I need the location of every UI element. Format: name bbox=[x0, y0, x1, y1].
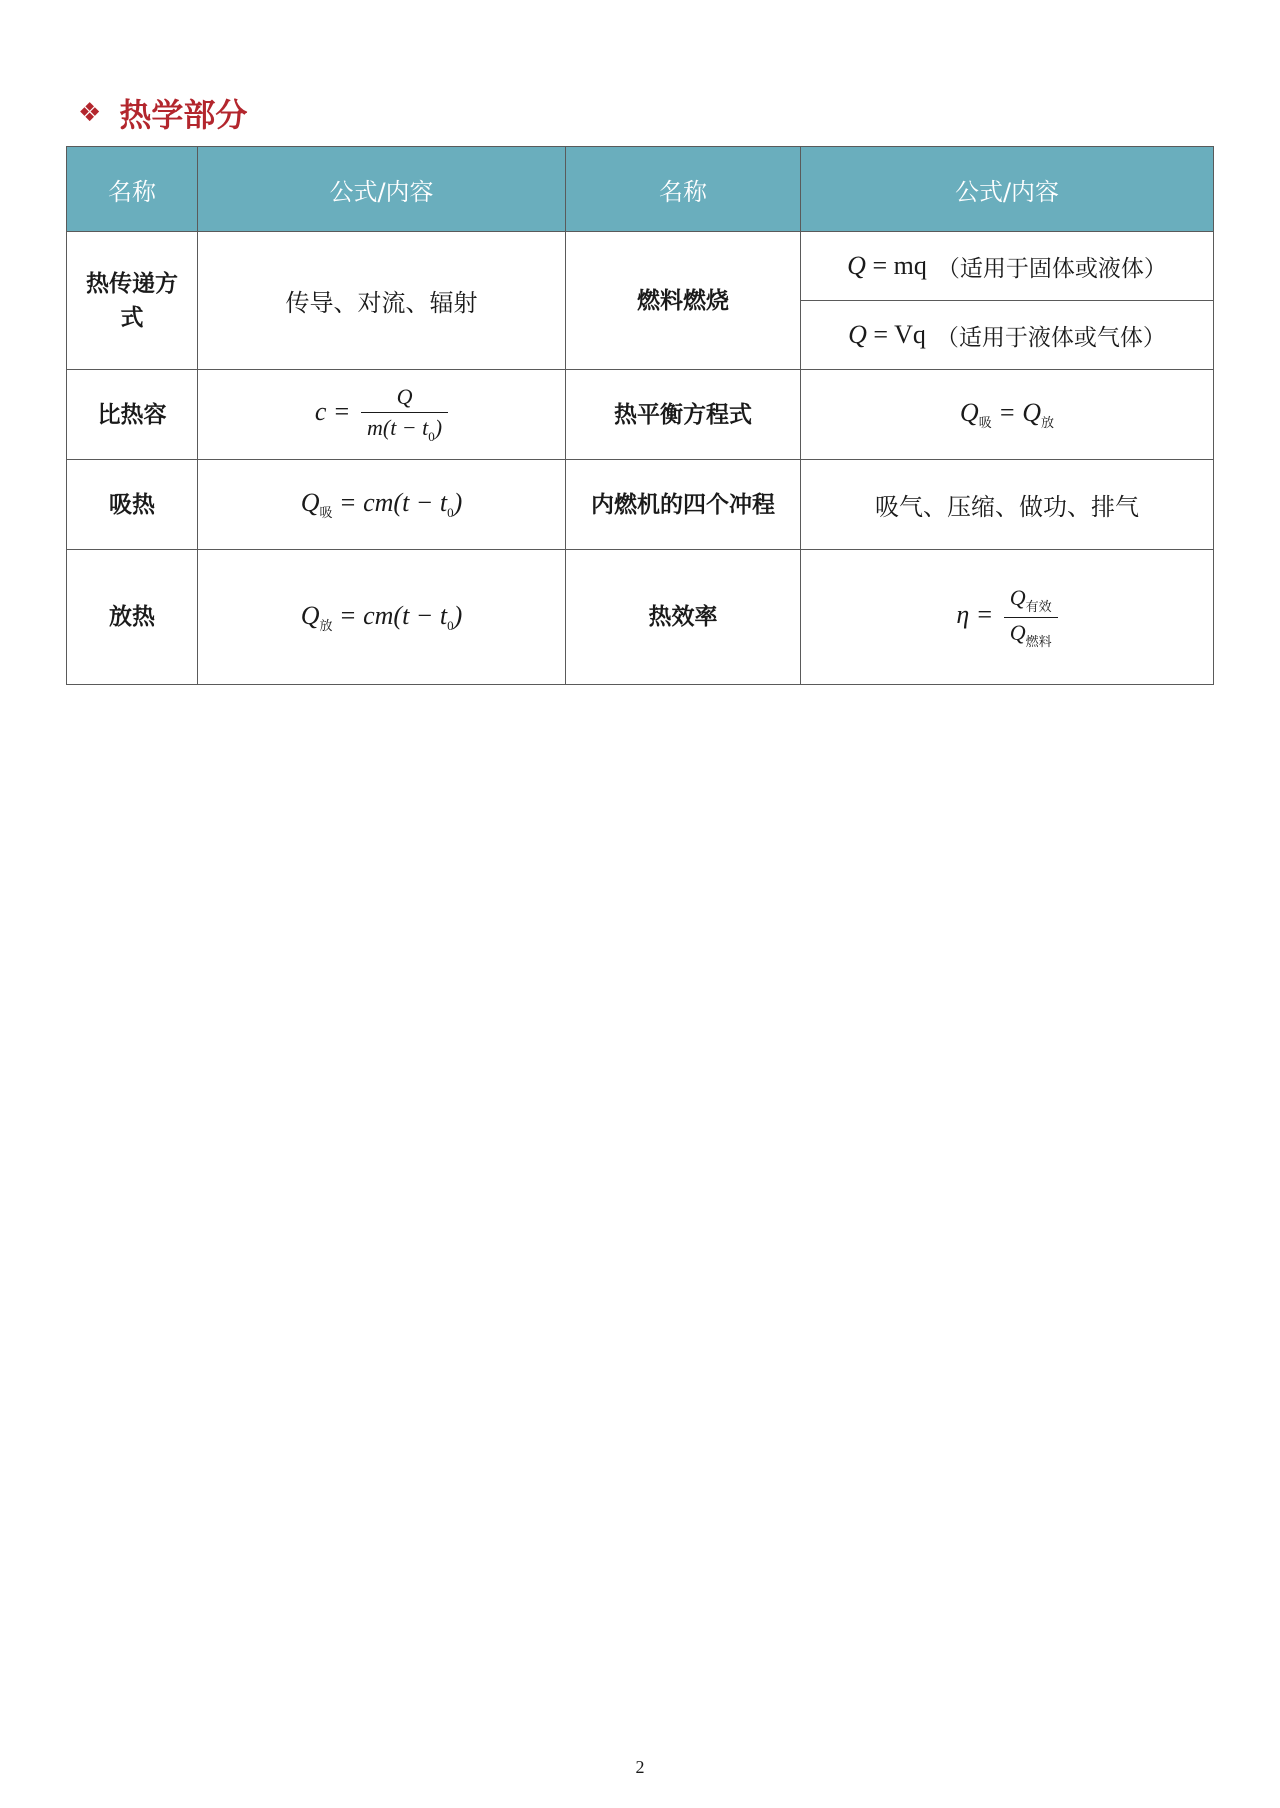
row-name-heat-balance: 热平衡方程式 bbox=[566, 370, 801, 460]
formula-q-vq: Q = Vq （适用于液体或气体） bbox=[848, 320, 1166, 351]
formula-absorb-heat: $Q_吸 = cm(t - t_0)$ bbox=[198, 460, 566, 550]
formula-specific-heat: c = $\frac{Q}{m(t - t_0)}$ bbox=[198, 370, 566, 460]
formula-thermal-efficiency: η = $\frac{Q_{有效}}{Q_{燃料}}$ bbox=[801, 550, 1214, 685]
formula-q-mq: Q = mq （适用于固体或液体） bbox=[801, 232, 1213, 301]
row-name-heat-transfer: 热传递方式 bbox=[67, 232, 198, 370]
row-name-release-heat: 放热 bbox=[67, 550, 198, 685]
table-row bbox=[67, 460, 1214, 550]
table-header-row bbox=[67, 147, 1214, 232]
diamond-bullet-icon: ❖ bbox=[78, 98, 102, 128]
page-number: 2 bbox=[635, 1757, 645, 1777]
header-content-1: 公式/内容 bbox=[198, 147, 566, 232]
section-title bbox=[78, 88, 247, 138]
header-name-1: 名称 bbox=[67, 147, 198, 232]
row-name-four-strokes: 内燃机的四个冲程 bbox=[566, 460, 801, 550]
thermal-formula-table bbox=[66, 146, 1214, 685]
row-name-absorb-heat: 吸热 bbox=[67, 460, 198, 550]
formula-heat-balance: $Q_吸 = Q_放$ bbox=[801, 370, 1214, 460]
row-content-four-strokes: 吸气、压缩、做功、排气 bbox=[801, 460, 1214, 550]
table-row bbox=[67, 550, 1214, 685]
table-row bbox=[67, 232, 1214, 370]
row-name-fuel-combustion: 燃料燃烧 bbox=[566, 232, 801, 370]
header-name-2: 名称 bbox=[566, 147, 801, 232]
row-content-fuel-combustion bbox=[801, 232, 1214, 370]
header-content-2: 公式/内容 bbox=[801, 147, 1214, 232]
row-name-thermal-efficiency: 热效率 bbox=[566, 550, 801, 685]
row-content-heat-transfer: 传导、对流、辐射 bbox=[198, 232, 566, 370]
table-row bbox=[67, 370, 1214, 460]
section-title-text: 热学部分 bbox=[119, 96, 248, 134]
formula-release-heat: $Q_放 = cm(t - t_0)$ bbox=[198, 550, 566, 685]
row-name-specific-heat: 比热容 bbox=[67, 370, 198, 460]
